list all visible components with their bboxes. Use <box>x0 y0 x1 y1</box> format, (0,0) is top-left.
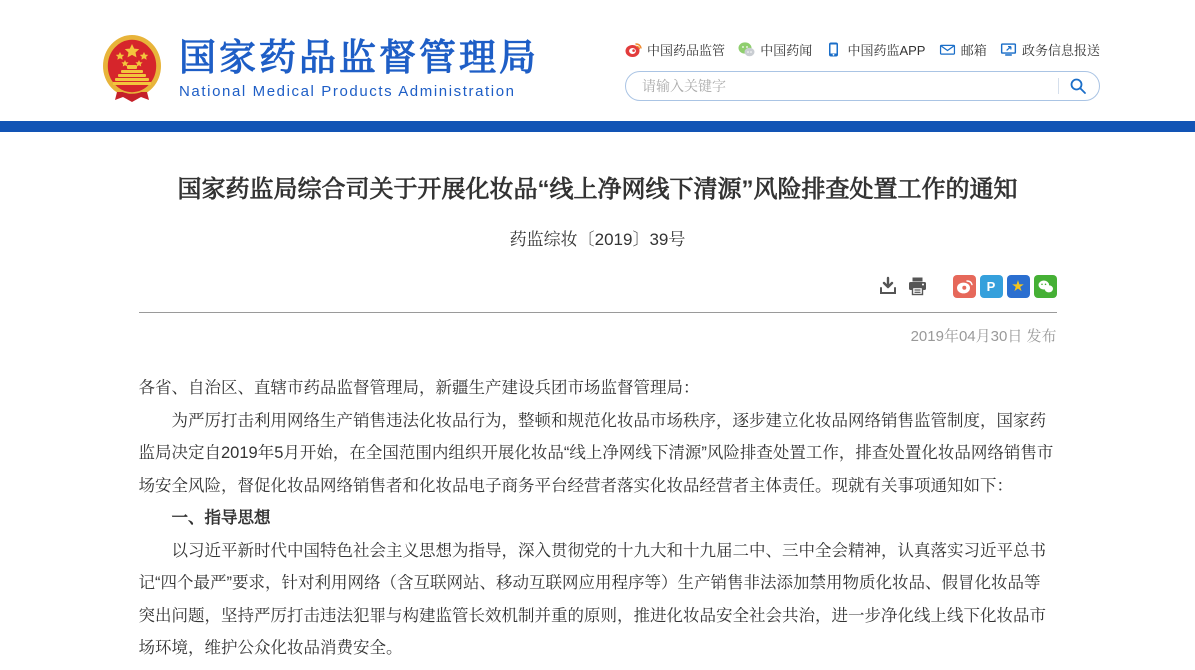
site-header <box>0 0 1195 121</box>
intro-paragraph: 为严厉打击利用网络生产销售违法化妆品行为，整顿和规范化妆品市场秩序，逐步建立化妆品网络销售监管制度，国家药监局决定自2019年5月开始，在全国范围内组织开展化妆品“线上净网线下清源”风险排查处置工作，排查处置化妆品网络销售市场安全风险，督促化妆品网络销售者和化妆品电子商务平台经营者落实化妆品经营者主体责任。现就有关事项通知如下： <box>138 411 1054 495</box>
weibo-icon <box>625 41 642 58</box>
monitor-icon <box>1000 41 1017 58</box>
search-box <box>625 71 1100 101</box>
salutation-paragraph: 各省、自治区、直辖市药品监督管理局，新疆生产建设兵团市场监督管理局： <box>138 379 700 398</box>
nav-link-wechat[interactable] <box>738 40 812 59</box>
nav-link-mail[interactable] <box>939 40 987 59</box>
title-divider <box>139 312 1057 313</box>
site-name-en: National Medical Products Administration <box>179 82 516 100</box>
wechat-icon <box>738 41 755 58</box>
pengyou-share-button[interactable] <box>980 275 1003 298</box>
qzone-share-button[interactable] <box>1007 275 1030 298</box>
logo-text <box>179 38 539 100</box>
section1-heading: 一、指导思想 <box>171 509 271 528</box>
download-icon <box>878 276 898 296</box>
header-right <box>625 40 1100 101</box>
search-divider <box>1058 78 1059 94</box>
weibo-share-button[interactable] <box>953 275 976 298</box>
search-input[interactable] <box>642 78 1048 94</box>
print-button[interactable] <box>907 276 928 296</box>
site-name-zh: 国家药品监督管理局 <box>179 37 539 79</box>
weibo-share-icon <box>956 278 973 295</box>
envelope-icon <box>939 41 956 58</box>
header-divider-bar <box>0 121 1195 132</box>
doc-number: 药监综妆〔2019〕39号 <box>509 230 686 250</box>
share-buttons <box>953 275 1057 298</box>
phone-icon <box>825 41 842 58</box>
article-body <box>139 372 1057 665</box>
search-icon <box>1069 77 1087 95</box>
site-logo[interactable] <box>101 34 539 104</box>
nav-link-label: 中国药品监管 <box>647 43 726 58</box>
qzone-star-icon: ★ <box>1011 278 1025 296</box>
header-nav <box>625 40 1100 59</box>
article <box>139 132 1057 665</box>
nav-link-weibo[interactable] <box>625 40 725 59</box>
nav-link-label: 邮箱 <box>960 43 987 58</box>
article-toolbar <box>139 274 1057 298</box>
nav-link-app[interactable] <box>825 40 925 59</box>
national-emblem-icon <box>101 34 163 104</box>
download-button[interactable] <box>878 276 898 296</box>
print-icon <box>907 276 928 296</box>
nav-link-label: 中国药监APP <box>847 43 926 58</box>
pengyou-share-icon: P <box>986 278 996 294</box>
search-button[interactable] <box>1069 77 1087 95</box>
nav-link-report[interactable] <box>1000 40 1100 59</box>
page-title: 国家药监局综合司关于开展化妆品“线上净网线下清源”风险排查处置工作的通知 <box>177 176 1018 203</box>
wechat-share-icon <box>1037 278 1054 295</box>
nav-link-label: 政务信息报送 <box>1021 43 1100 58</box>
nav-link-label: 中国药闻 <box>760 43 813 58</box>
publish-date: 2019年04月30日 发布 <box>910 328 1057 346</box>
section1-paragraph: 以习近平新时代中国特色社会主义思想为指导，深入贯彻党的十九大和十九届二中、三中全会精神，认真落实习近平总书记“四个最严”要求，针对利用网络（含互联网站、移动互联网应用程序等）生产销售非法添加禁用物质化妆品、假冒化妆品等突出问题，坚持严厉打击违法犯罪与构建监管长效机制并重的原则，推进化妆品安全社会共治，进一步净化线上线下化妆品市场环境，维护公众化妆品消费安全。 <box>138 541 1046 658</box>
wechat-share-button[interactable] <box>1034 275 1057 298</box>
